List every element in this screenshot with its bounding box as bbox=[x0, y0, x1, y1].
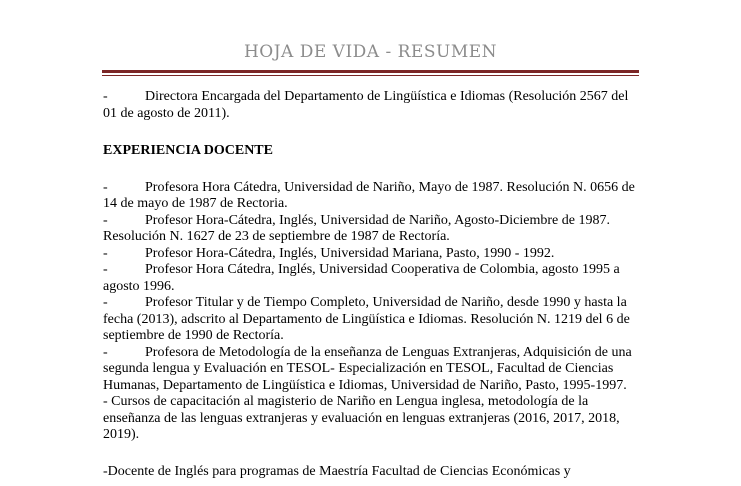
list-item bbox=[103, 213, 639, 246]
list-item-text: Profesor Hora-Cátedra, Inglés, Universidad Mariana, Pasto, 1990 - 1992. bbox=[145, 245, 555, 261]
list-dash: - bbox=[103, 344, 108, 360]
list-dash: - bbox=[103, 179, 108, 195]
training-courses-item: - Cursos de capacitación al magisterio de Nariño en Lengua inglesa, metodología de la enseñanza de las lenguas extranjeras y evaluación en lenguas extranjeras (2016, 2017, 2018, 2019). bbox=[103, 394, 620, 442]
list-dash: - bbox=[103, 245, 108, 261]
list-dash: - bbox=[103, 212, 108, 228]
list-dash: - bbox=[103, 89, 108, 104]
list-dash: - bbox=[103, 262, 108, 277]
list-item-text: Profesor Hora-Cátedra, Inglés, Universidad de Nariño, Agosto-Diciembre de 1987. Resolución N. 1627 de 23 de septiembre de 1987 de Rectoría. bbox=[103, 212, 610, 244]
header-rule-thick bbox=[102, 70, 639, 73]
document-body bbox=[103, 89, 639, 481]
intro-paragraph bbox=[103, 89, 639, 122]
list-item bbox=[103, 262, 639, 295]
list-item bbox=[103, 246, 639, 263]
list-item-text: Profesor Titular y de Tiempo Completo, Universidad de Nariño, desde 1990 y hasta la fecha (2013), adscrito al Departamento de Lingüística e Idiomas. Resolución N. 1219 del 6 de septiembre de 1990 de Rectoría. bbox=[103, 295, 630, 343]
list-item-text: Profesora Hora Cátedra, Universidad de Nariño, Mayo de 1987. Resolución N. 0656 de 14 de mayo de 1987 de Rectoria. bbox=[103, 179, 635, 211]
list-item bbox=[103, 295, 639, 345]
masters-teaching-item: -Docente de Inglés para programas de Maestría Facultad de Ciencias Económicas y bbox=[103, 464, 571, 479]
intro-text: Directora Encargada del Departamento de Lingüística e Idiomas (Resolución 2567 del 01 de agosto de 2011). bbox=[103, 89, 629, 121]
list-dash: - bbox=[103, 295, 108, 310]
list-item bbox=[103, 180, 639, 213]
header-rule-thin bbox=[102, 75, 639, 76]
list-item-text: Profesora de Metodología de la enseñanza de Lenguas Extranjeras, Adquisición de una segunda lengua y Evaluación en TESOL- Especialización en TESOL, Facultad de Ciencias Humanas, Departamento de Lingüística e Idiomas, Universidad de Nariño, Pasto, 1995-1997. bbox=[103, 344, 632, 393]
section-heading: EXPERIENCIA DOCENTE bbox=[103, 142, 273, 158]
list-item bbox=[103, 345, 639, 395]
page-header-title: HOJA DE VIDA - RESUMEN bbox=[243, 42, 498, 62]
list-item-text: Profesor Hora Cátedra, Inglés, Universidad Cooperativa de Colombia, agosto 1995 a agosto 1996. bbox=[103, 262, 620, 294]
